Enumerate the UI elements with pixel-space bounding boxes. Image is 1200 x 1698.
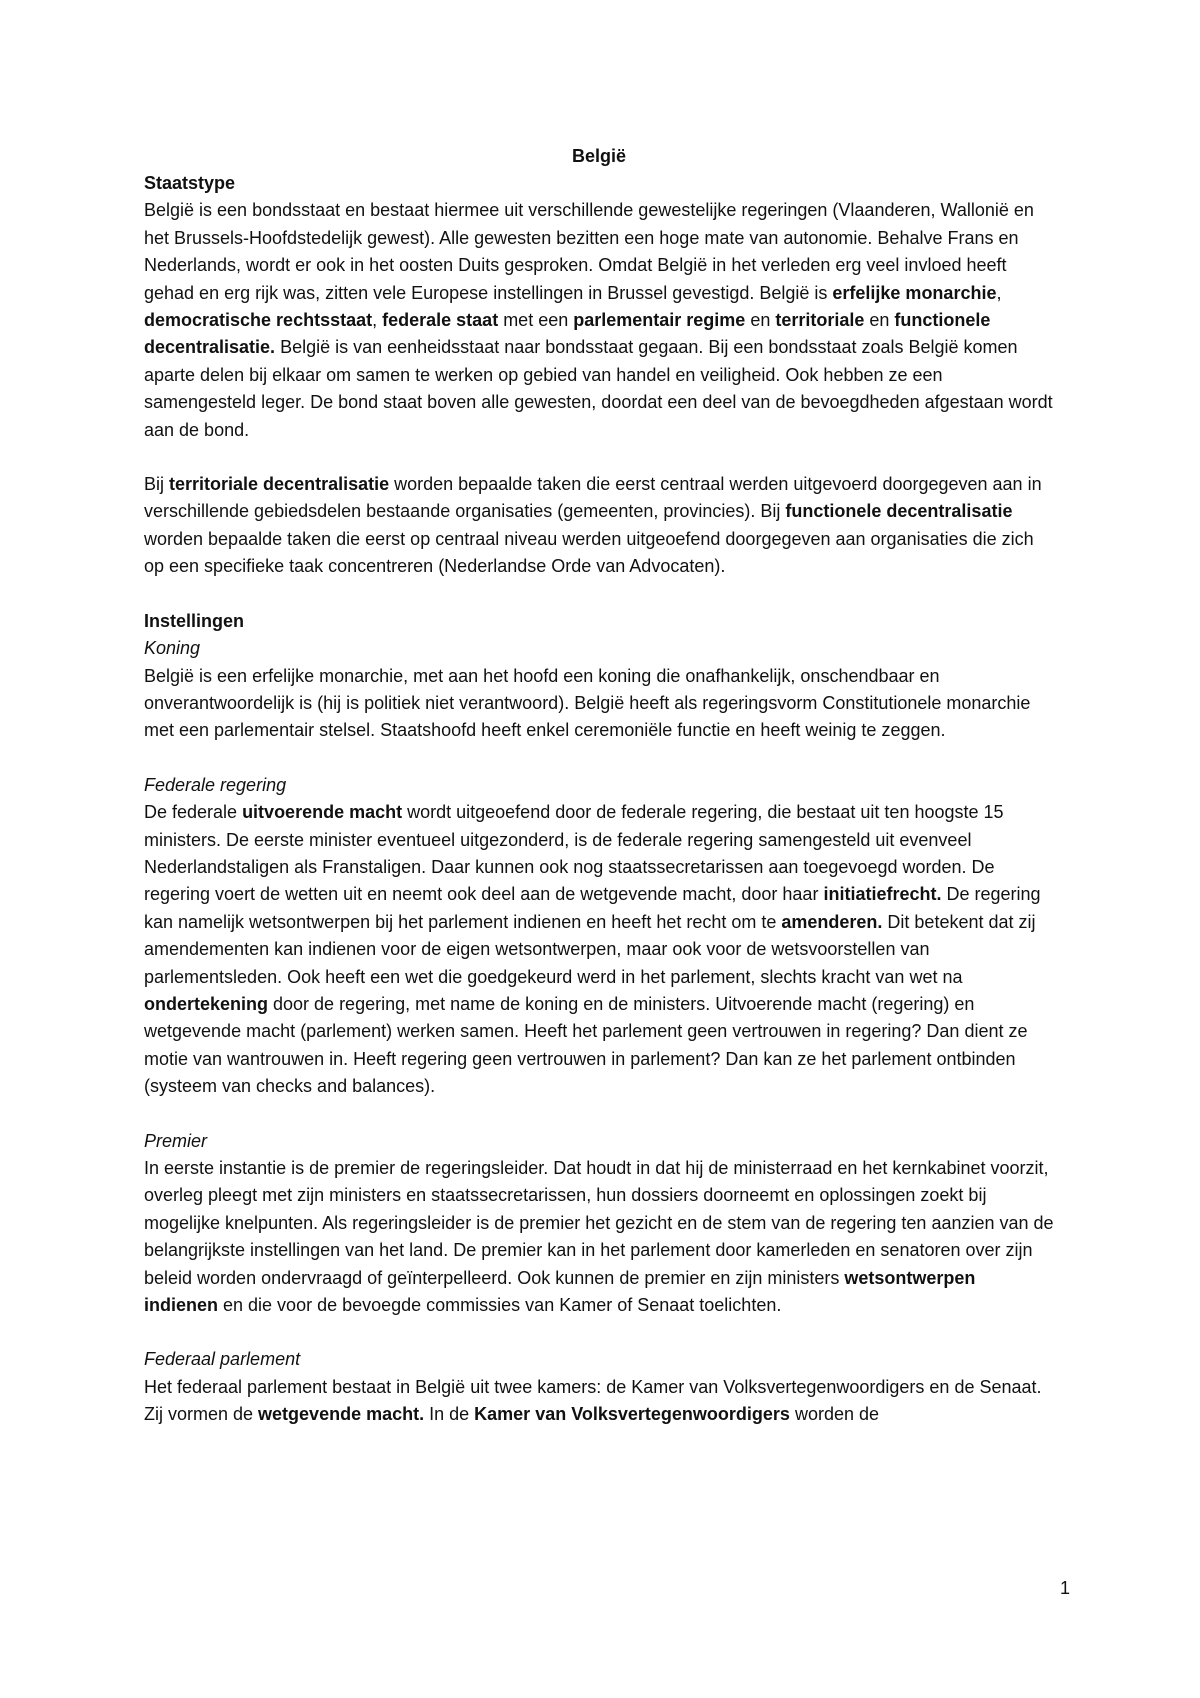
text-run: worden de xyxy=(789,1404,880,1425)
bold-run: uitvoerende macht xyxy=(242,802,403,823)
text-run: Bij xyxy=(144,474,170,495)
bold-run: functionele decentralisatie xyxy=(785,501,1013,522)
bold-run: initiatiefrecht. xyxy=(823,884,942,905)
text-run: België is van eenheidsstaat naar bondsstaat gegaan. Bij een bondsstaat zoals België komen aparte delen bij elkaar om samen te werken op gebied van handel en veiligheid. Ook hebben ze een samengesteld leger. De bond staat boven alle gewesten, doordat een deel van de bevoegdheden afgestaan wordt aan de bond. xyxy=(144,337,1053,440)
text-run: Het federaal parlement bestaat in België uit twee kamers: de Kamer van Volksvertegenwoordigers en de Senaat. Zij vormen de xyxy=(144,1376,1042,1425)
paragraph-premier xyxy=(144,1155,1054,1319)
paragraph-federaal-parlement xyxy=(144,1374,1054,1429)
text-run: België is een bondsstaat en bestaat hiermee uit verschillende gewestelijke regeringen (Vlaanderen, Wallonië en het Brussels-Hoofdstedelijk gewest). Alle gewesten bezitten een hoge mate van autonomie. Behalve Frans en Nederlands, wordt er ook in het oosten Duits gesproken. Omdat België in het verleden erg veel invloed heeft gehad en erg rijk was, zitten vele Europese instellingen in Brussel gevestigd. België is xyxy=(144,200,1034,303)
paragraph-federale-regering xyxy=(144,799,1054,1100)
text-run: worden bepaalde taken die eerst op centraal niveau werden uitgeoefend doorgegeven aan organisaties die zich op een specifieke taak concentreren (Nederlandse Orde van Advocaten). xyxy=(144,528,1034,577)
page-number: 1 xyxy=(1059,1578,1070,1598)
section-heading-instellingen: Instellingen xyxy=(144,610,245,631)
page-content xyxy=(144,143,1054,1429)
document-title: België xyxy=(571,146,627,166)
text-run: De federale xyxy=(144,802,243,823)
subheading-federale-regering: Federale regering xyxy=(144,774,287,795)
paragraph-staatstype-1 xyxy=(144,197,1054,444)
bold-run: parlementair regime xyxy=(573,310,746,331)
text-run: , xyxy=(996,282,1002,303)
bold-run: democratische rechtsstaat xyxy=(144,310,373,331)
paragraph-gap xyxy=(144,444,1054,471)
paragraph-gap xyxy=(144,581,1054,608)
bold-run: functionele decentralisatie. xyxy=(144,310,991,358)
text-run: met een xyxy=(498,310,574,331)
text-run: en xyxy=(745,310,776,331)
paragraph-staatstype-2 xyxy=(144,471,1054,581)
bold-run: erfelijke monarchie xyxy=(832,282,997,303)
text-run: , xyxy=(372,310,383,331)
subheading-premier: Premier xyxy=(144,1130,208,1151)
text-run: In de xyxy=(424,1404,475,1425)
bold-run: territoriale decentralisatie xyxy=(169,474,390,495)
bold-run: amenderen. xyxy=(781,911,883,932)
text-run: De regering kan namelijk wetsontwerpen bij het parlement indienen en heeft het recht om te xyxy=(144,884,1041,932)
text-run: In eerste instantie is de premier de regeringsleider. Dat houdt in dat hij de ministerraad en het kernkabinet voorzit, overleg pleegt met zijn ministers en staatssecretarissen, hun dossiers doorneemt en oplossingen zoekt bij mogelijke knelpunten. Als regeringsleider is de premier het gezicht en de stem van de regering ten aanzien van de belangrijkste instellingen van het land. De premier kan in het parlement door kamerleden en senatoren over zijn beleid worden ondervraagd of geïnterpelleerd. Ook kunnen de premier en zijn ministers xyxy=(144,1158,1054,1288)
paragraph-gap xyxy=(144,745,1054,772)
text-run: en xyxy=(864,310,895,331)
bold-run: wetgevende macht. xyxy=(258,1404,425,1425)
text-run: en die voor de bevoegde commissies van Kamer of Senaat toelichten. xyxy=(218,1295,782,1316)
bold-run: wetsontwerpen indienen xyxy=(144,1267,976,1316)
paragraph-gap xyxy=(144,1101,1054,1128)
bold-run: territoriale xyxy=(775,310,865,331)
text-run: wordt uitgeoefend door de federale regering, die bestaat uit ten hoogste 15 ministers. De eerste minister eventueel uitgezonderd, is de federale regering samengesteld uit evenveel Nederlandstaligen als Franstaligen. Daar kunnen ook nog staatssecretarissen aan toegevoegd worden. De regering voert de wetten uit en neemt ook deel aan de wetgevende macht, door haar xyxy=(144,802,1004,905)
subheading-federaal-parlement: Federaal parlement xyxy=(144,1349,301,1370)
paragraph-koning: België is een erfelijke monarchie, met aan het hoofd een koning die onafhankelijk, onschendbaar en onverantwoordelijk is (hij is politiek niet verantwoord). België heeft als regeringsvorm Constitutionele monarchie met een parlementair stelsel. Staatshoofd heeft enkel ceremoniële functie en heeft weinig te zeggen. xyxy=(144,665,1031,741)
bold-run: Kamer van Volksvertegenwoordigers xyxy=(474,1404,790,1425)
text-run: worden bepaalde taken die eerst centraal werden uitgevoerd doorgegeven aan in verschillende gebiedsdelen bestaande organisaties (gemeenten, provincies). Bij xyxy=(144,474,1042,522)
text-run: Dit betekent dat zij amendementen kan indienen voor de eigen wetsontwerpen, maar ook voor de wetsvoorstellen van parlementsleden. Ook heeft een wet die goedgekeurd werd in het parlement, slechts kracht van wet na xyxy=(144,911,1036,987)
text-run: door de regering, met name de koning en de ministers. Uitvoerende macht (regering) en wetgevende macht (parlement) werken samen. Heeft het parlement geen vertrouwen in regering? Dan dient ze motie van wantrouwen in. Heeft regering geen vertrouwen in parlement? Dan kan ze het parlement ontbinden (systeem van checks and balances). xyxy=(144,993,1028,1097)
bold-run: ondertekening xyxy=(144,993,269,1014)
bold-run: federale staat xyxy=(382,310,499,331)
subheading-koning: Koning xyxy=(144,638,201,659)
paragraph-gap xyxy=(144,1319,1054,1346)
section-heading-staatstype: Staatstype xyxy=(144,173,236,193)
